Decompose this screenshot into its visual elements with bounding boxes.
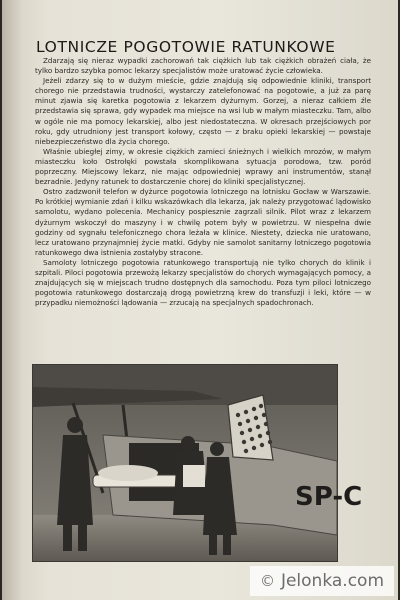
article-title: LOTNICZE POGOTOWIE RATUNKOWE bbox=[36, 38, 336, 56]
registration-text: SP-C bbox=[295, 482, 363, 512]
photo-illustration bbox=[33, 365, 363, 561]
copyright-icon: © bbox=[259, 572, 275, 590]
article-paragraph: Właśnie ubiegłej zimy, w okresie ciężkich zamieci śnieżnych i wielkich mrozów, w małym miasteczku koło Ostrołęki powstała skomplikowana sytuacja porodowa, tzw. poród poprzeczny. Miejscowy lekarz, nie mając odpowiedniej wprawy ani instrumentów, stanął bezradnie. Jedyny ratunek to dostarczenie chorej do kliniki specjalistycznej. bbox=[35, 146, 371, 187]
article-paragraph: Zdarzają się nieraz wypadki zachorowań tak ciężkich lub tak ciężkich obrażeń ciała, że tylko bardzo szybka pomoc lekarzy specjalistów może uratować życie człowieka. bbox=[35, 56, 371, 76]
article-paragraph: Jeżeli zdarzy się to w dużym mieście, gdzie znajdują się odpowiednie kliniki, transport chorego nie przedstawia trudności, wystarczy zatelefonować na pogotowie, a już za parę minut zjawia się karetka pogotowia z lekarzem dyżurnym. Gorzej, a nieraz całkiem źle przedstawia się sprawa, gdy wypadek ma miejsce na wsi lub w małym miasteczku. Tam, albo w ogóle nie ma pomocy lekarskiej, albo jest niedostateczna. W okresach przejściowych por roku, gdy utrudniony jest transport kołowy, często — z braku opieki lekarskiej — powstaje niebezpieczeństwo dla życia chorego. bbox=[35, 76, 371, 146]
article-paragraph: Samoloty lotniczego pogotowia ratunkowego transportują nie tylko chorych do klinik i szpitali. Piloci pogotowia przewożą lekarzy specjalistów do chorych wymagających pomocy, a znajdujących się w miejscach trudno dostępnych dla samochodu. Poza tym piloci lotniczego pogotowia ratunkowego dostarczają drogą powietrzną krew do transfuzji i leki, które — w przypadku niemożności lądowania — zrzucają na specjalnych spadochronach. bbox=[35, 257, 371, 308]
article-body bbox=[35, 56, 371, 308]
watermark bbox=[250, 566, 394, 596]
watermark-text: Jelonka.com bbox=[280, 571, 384, 591]
article-paragraph: Ostro zadzwonił telefon w dyżurce pogotowia lotniczego na lotnisku Gocław w Warszawie. Po krótkiej wymianie zdań i kilku wskazówkach dla lekarza, jak należy przygotować lądowisko samolotu, wydano polecenia. Mechanicy pospiesznie zagrzali silnik. Pilot wraz z lekarzem dyżurnym wskoczył do maszyny i w chwilę potem były w powietrzu. W niespełna dwie godziny od sygnału telefonicznego chora leżała w klinice. Niestety, dziecka nie uratowano, lecz uratowano przynajmniej życie matki. Gdyby nie samolot sanitarny lotniczego pogotowia ratunkowego dwa istnienia zostałyby stracone. bbox=[35, 187, 371, 257]
newspaper-page bbox=[2, 0, 398, 600]
ambulance-plane-photo bbox=[32, 364, 363, 562]
page-fold-shadow bbox=[2, 0, 22, 600]
